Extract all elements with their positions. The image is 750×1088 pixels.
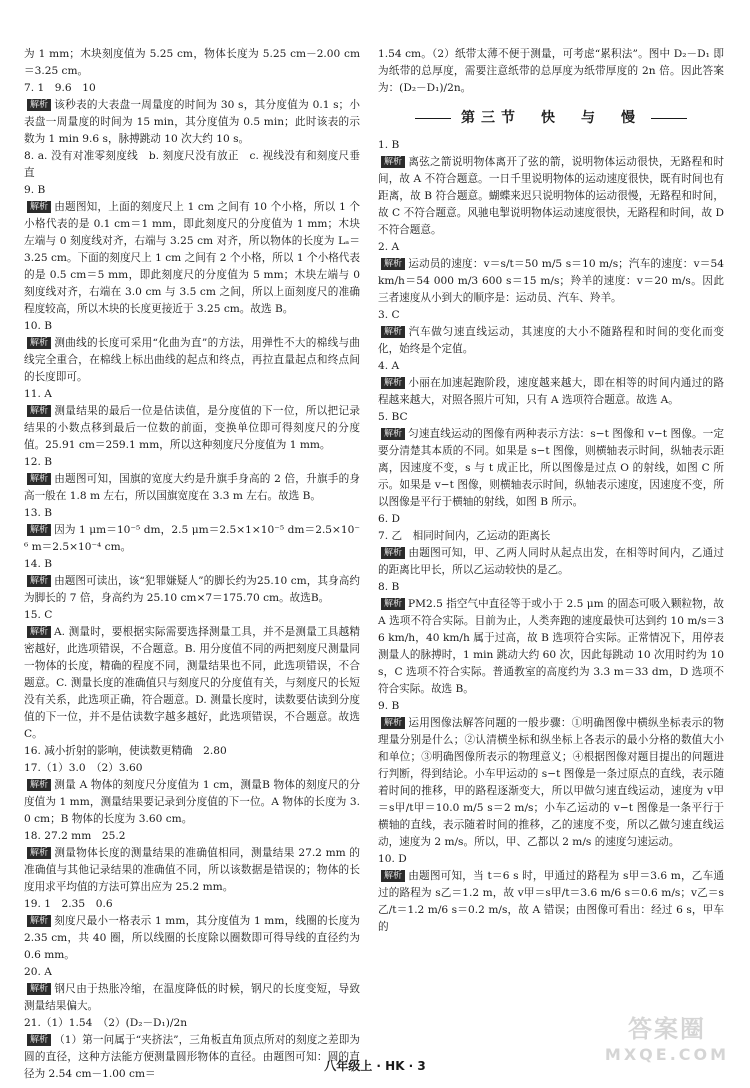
analysis-tag: 解析 xyxy=(27,473,51,485)
answer-text: 由题图可知，甲、乙两人同时从起点出发，在相等时间内，乙通过的距离比甲长，所以乙运动较快的是乙。 xyxy=(378,547,724,576)
answer-text: 运用图像法解答问题的一般步骤：①明确图像中横纵坐标表示的物理量分别是什么；②认清横坐标和纵坐标上各表示的最小分格的数值大小和单位；③明确图像所表示的物理意义；④根据图像对题目提出的问题进行判断，得到结论。小车甲运动的 s−t 图像是一条过原点的直线，表示随着时间的推移，甲的路程逐渐变大，所以甲做匀速直线运动，速度为 v甲＝s甲/t甲＝10.0 m/5 s＝2 m/s；小车乙运动的 v−t 图像是一条平行于横轴的直线，表示随着时间的推移，乙的速度不变，所以乙做匀速直线运动，速度为 2 m/s。所以，甲、乙都以 2 m/s 的速度匀速运动。 xyxy=(378,717,724,848)
analysis-tag: 解析 xyxy=(381,258,405,270)
right-column xyxy=(378,46,724,936)
right-column-continuation xyxy=(378,46,724,97)
answer-text: 刻度尺最小一格表示 1 mm，其分度值为 1 mm，线圈的长度为 2.35 cm，共 40 圈，所以线圈的长度除以圈数即可得导线的直径约为 0.6 mm。 xyxy=(24,915,360,961)
answer-text: A. 测量时，要根据实际需要选择测量工具，并不是测量工具越精密越好，此选项错误，不合题意。B. 用分度值不同的两把刻度尺测量同一物体的长度，精确的程度不同，测量结果也不同，此选项错误，不合题意。C. 测量长度的准确值只与刻度尺的分度值有关，与刻度尺的长短没有关系，此选项正确，符合题意。D. 测量长度时，读数要估读到分度值的下一位，并不是估读数字越多越好，此选项错误，不合题意。故选 C。 xyxy=(24,626,360,740)
answer-text: 9. B xyxy=(24,184,46,196)
answer-text: 11. A xyxy=(24,388,52,400)
answer-text: PM2.5 指空气中直径等于或小于 2.5 μm 的固态可吸入颗粒物，故 A 选项不符合实际。目前为止，人类奔跑的速度最快可达到约 10 m/s＝36 km/h，40 km/h 属于过高，故 B 选项符合实际。正常情况下，用停表测量人的脉搏时，1 min 跳动大约 60 次，因此每跳动 10 次用时约为 10 s，C 选项不符合实际。普通教室的高度约为 3.3 m＝33 dm，D 选项不符合实际。故选 B。 xyxy=(378,598,724,695)
analysis-tag: 解析 xyxy=(27,201,51,213)
answer-text: 由题图可知，国旗的宽度大约是升旗手身高的 2 倍，升旗手的身高一般在 1.8 m 左右，所以国旗宽度在 3.3 m 左右。故选 B。 xyxy=(24,473,360,502)
analysis-tag: 解析 xyxy=(27,524,51,536)
answer-paragraph xyxy=(378,715,724,851)
answer-paragraph xyxy=(24,607,360,624)
analysis-tag: 解析 xyxy=(27,337,51,349)
analysis-tag: 解析 xyxy=(27,405,51,417)
analysis-tag: 解析 xyxy=(27,626,51,638)
answer-paragraph xyxy=(378,426,724,511)
answer-paragraph xyxy=(378,579,724,596)
answer-text: 由题图可读出，该“犯罪嫌疑人”的脚长约为25.10 cm，其身高约为脚长的 7 倍，身高约为 25.10 cm×7＝175.70 cm。故选B。 xyxy=(24,575,360,604)
answer-paragraph xyxy=(24,403,360,454)
answer-text: 运动员的速度：v＝s/t＝50 m/5 s＝10 m/s；汽车的速度：v＝54 km/h＝54 000 m/3 600 s＝15 m/s；羚羊的速度：v＝20 m/s。因此三者速度从小到大的顺序是：运动员、汽车、羚羊。 xyxy=(378,258,724,304)
answer-text: （1）第一问属于“夹挤法”，三角板直角顶点所对的刻度之差即为圆的直径，这种方法能方便测量圆形物体的直径。由题图可知：圆的直径为 2.54 cm－1.00 cm＝ xyxy=(24,1034,360,1080)
answer-text: 测量物体长度的测量结果的准确值相同，测量结果 27.2 mm 的准确值与其他记录结果的准确值不同，所以该数据是错误的；物体的长度用求平均值的方法可算出应为 25.2 mm。 xyxy=(24,847,360,893)
answer-paragraph xyxy=(378,409,724,426)
answer-paragraph xyxy=(24,896,360,913)
watermark-logo xyxy=(602,1014,732,1074)
answer-text: 该秒表的大表盘一周量度的时间为 30 s，其分度值为 0.1 s；小表盘一周量度的时间为 15 min，其分度值为 0.5 min；此时该表的示数为 1 min 9.6 s，脉搏跳动 10 次大约 10 s。 xyxy=(24,99,360,145)
analysis-tag: 解析 xyxy=(381,547,405,559)
section-title: 第三节 快 与 慢 xyxy=(378,107,724,127)
answer-text: 8. a. 没有对准零刻度线 b. 刻度尺没有放正 c. 视线没有和刻度尺垂直 xyxy=(24,150,360,179)
watermark-top-text: 答案圈 xyxy=(628,1015,706,1043)
answer-text: 离弦之箭说明物体离开了弦的箭，说明物体运动很快，无路程和时间，故 A 不符合题意。一日千里说明物体的运动速度很快，既有时间也有距离，故 B 符合题意。蝴蝶来迟只说明物体的运动很慢，无路程和时间，故 C 不符合题意。风驰电掣说明物体运动速度很快，无路程和时间，故 D 不符合题意。 xyxy=(378,156,724,236)
answer-paragraph xyxy=(24,522,360,556)
title-rule-left xyxy=(415,118,451,119)
analysis-tag: 解析 xyxy=(381,156,405,168)
answer-text: 21.（1）1.54 （2）(D₂－D₁)/2n xyxy=(24,1017,188,1029)
answer-paragraph xyxy=(24,505,360,522)
answer-paragraph xyxy=(24,199,360,318)
answer-paragraph xyxy=(378,256,724,307)
answer-paragraph xyxy=(24,318,360,335)
answer-paragraph xyxy=(378,154,724,239)
left-column xyxy=(24,46,360,1083)
answer-paragraph xyxy=(378,698,724,715)
answer-text: 匀速直线运动的图像有两种表示方法：s−t 图像和 v−t 图像。一定要分清楚其本质的不同。如果是 s−t 图像，则横轴表示时间，纵轴表示距离，因速度不变，s 与 t 成正比，所以图像是过点 O 的射线，如图 C 所示。如果是 v−t 图像，则横轴表示时间，纵轴表示速度，因速度不变，所以图像是平行于横轴的射线，如图 B 所示。 xyxy=(378,428,724,508)
answer-paragraph xyxy=(24,46,360,80)
answer-text: 12. B xyxy=(24,456,52,468)
answer-text: 4. A xyxy=(378,360,400,372)
analysis-tag: 解析 xyxy=(27,983,51,995)
analysis-tag: 解析 xyxy=(381,326,405,338)
answer-text: 14. B xyxy=(24,558,52,570)
page-footer: 八年级上 · HK · 3 xyxy=(324,1059,426,1073)
answer-text: 8. B xyxy=(378,581,400,593)
analysis-tag: 解析 xyxy=(27,847,51,859)
answer-text: 由题图知，上面的刻度尺上 1 cm 之间有 10 个小格，所以 1 个小格代表的是 0.1 cm＝1 mm，即此刻度尺的分度值为 1 mm；木块左端与 0 刻度线对齐，右端与 3.25 cm 对齐，所以物体的长度为 Lₐ＝3.25 cm。下面的刻度尺上 1 cm 之间有 2 个小格，所以 1 个小格代表的是 0.5 cm＝5 mm，即此刻度尺的分度值为 5 mm；木块左端与 0 刻度线对齐，右端在 3.0 cm 与 3.5 cm 之间，所以上面刻度尺的准确程度较高，所以木块的长度更接近于 3.25 cm。故选 B。 xyxy=(24,201,360,315)
analysis-tag: 解析 xyxy=(381,428,405,440)
analysis-tag: 解析 xyxy=(27,779,51,791)
answer-text: 因为 1 μm＝10⁻⁵ dm，2.5 μm＝2.5×1×10⁻⁵ dm＝2.5×10⁻⁶ m＝2.5×10⁻⁴ cm。 xyxy=(24,524,360,553)
answer-paragraph xyxy=(24,1015,360,1032)
answer-text: 测量结果的最后一位是估读值，是分度值的下一位，所以把记录结果的小数点移到最后一位数的前面，变换单位即可得刻度尺的分度值。25.91 cm＝259.1 mm，所以这种刻度尺分度值为 1 mm。 xyxy=(24,405,360,451)
answer-paragraph xyxy=(24,471,360,505)
answer-text: 钢尺由于热胀冷缩，在温度降低的时候，钢尺的长度变短，导致测量结果偏大。 xyxy=(24,983,360,1012)
analysis-tag: 解析 xyxy=(27,915,51,927)
answer-text: 18. 27.2 mm 25.2 xyxy=(24,830,126,842)
answer-text: 17.（1）3.0 （2）3.60 xyxy=(24,762,143,774)
answer-text: 1. B xyxy=(378,139,400,151)
answer-paragraph xyxy=(24,335,360,386)
answer-paragraph xyxy=(24,148,360,182)
answer-text: 9. B xyxy=(378,700,400,712)
answer-paragraph xyxy=(378,596,724,698)
answer-paragraph xyxy=(378,324,724,358)
answer-text: 小丽在加速起跑阶段，速度越来越大，即在相等的时间内通过的路程越来越大，对照各照片可知，只有 A 选项符合题意。故选 A。 xyxy=(378,377,724,406)
answer-paragraph xyxy=(24,97,360,148)
answer-text: 10. D xyxy=(378,853,407,865)
answer-text: 7. 乙 相同时间内，乙运动的距离长 xyxy=(378,530,551,542)
analysis-tag: 解析 xyxy=(27,1034,51,1046)
answer-paragraph xyxy=(24,624,360,743)
answer-text: 由题图可知，当 t＝6 s 时，甲通过的路程为 s甲＝3.6 m，乙车通过的路程为 s乙＝1.2 m，故 v甲＝s甲/t＝3.6 m/6 s＝0.6 m/s；v乙＝s乙/t＝1.2 m/6 s＝0.2 m/s，故 A 错误；由图像可看出：经过 6 s，甲车的 xyxy=(378,870,724,933)
answer-text: 测量 A 物体的刻度尺分度值为 1 cm，测量B 物体的刻度尺的分度值为 1 mm，测量结果要记录到分度值的下一位。A 物体的长度为 3.0 cm；B 物体的长度为 3.60 cm。 xyxy=(24,779,360,825)
answer-text: 汽车做匀速直线运动，其速度的大小不随路程和时间的变化而变化，始终是个定值。 xyxy=(378,326,724,355)
answer-paragraph xyxy=(378,528,724,545)
answer-paragraph xyxy=(378,511,724,528)
answer-paragraph xyxy=(378,46,724,97)
answer-paragraph xyxy=(24,454,360,471)
analysis-tag: 解析 xyxy=(381,870,405,882)
answer-text: 10. B xyxy=(24,320,52,332)
answer-paragraph xyxy=(24,964,360,981)
answer-paragraph xyxy=(24,760,360,777)
answer-paragraph xyxy=(378,137,724,154)
analysis-tag: 解析 xyxy=(381,717,405,729)
answer-paragraph xyxy=(378,545,724,579)
answer-paragraph xyxy=(24,556,360,573)
answer-text: 13. B xyxy=(24,507,52,519)
answer-paragraph xyxy=(378,851,724,868)
answer-text: 1.54 cm。（2）纸带太薄不便于测量，可考虑“累积法”。图中 D₂－D₁ 即为纸带的总厚度，需要注意纸带的总厚度为纸带厚度的 2n 倍。因此答案为：(D₂－D₁)/2n。 xyxy=(378,48,724,94)
answer-paragraph xyxy=(378,307,724,324)
answer-text: 7. 1 9.6 10 xyxy=(24,82,96,94)
analysis-tag: 解析 xyxy=(27,575,51,587)
answer-text: 16. 减小折射的影响，使读数更精确 2.80 xyxy=(24,745,227,757)
answer-paragraph xyxy=(378,239,724,256)
analysis-tag: 解析 xyxy=(27,99,51,111)
answer-paragraph xyxy=(24,386,360,403)
answer-text: 为 1 mm；木块刻度值为 5.25 cm，物体长度为 5.25 cm－2.00 cm＝3.25 cm。 xyxy=(24,48,360,77)
answer-paragraph xyxy=(378,868,724,936)
title-rule-right xyxy=(651,118,687,119)
answer-text: 15. C xyxy=(24,609,53,621)
answer-paragraph xyxy=(24,828,360,845)
answer-paragraph xyxy=(24,777,360,828)
answer-paragraph xyxy=(378,375,724,409)
answer-text: 5. BC xyxy=(378,411,408,423)
analysis-tag: 解析 xyxy=(381,598,405,610)
answer-text: 2. A xyxy=(378,241,400,253)
answer-text: 3. C xyxy=(378,309,400,321)
answer-paragraph xyxy=(378,358,724,375)
answer-paragraph xyxy=(24,743,360,760)
right-column-body xyxy=(378,137,724,936)
analysis-tag: 解析 xyxy=(381,377,405,389)
answer-paragraph xyxy=(24,981,360,1015)
answer-text: 6. D xyxy=(378,513,400,525)
answer-paragraph xyxy=(24,573,360,607)
answer-paragraph xyxy=(24,845,360,896)
answer-paragraph xyxy=(24,913,360,964)
answer-text: 测曲线的长度可采用“化曲为直”的方法，用弹性不大的棉线与曲线完全重合，在棉线上标出曲线的起点和终点，再拉直量起点和终点间的长度即可。 xyxy=(24,337,360,383)
watermark-bottom-text: MXQE.COM xyxy=(604,1045,730,1064)
answer-paragraph xyxy=(24,80,360,97)
answer-text: 19. 1 2.35 0.6 xyxy=(24,898,113,910)
answer-text: 20. A xyxy=(24,966,52,978)
answer-paragraph xyxy=(24,182,360,199)
